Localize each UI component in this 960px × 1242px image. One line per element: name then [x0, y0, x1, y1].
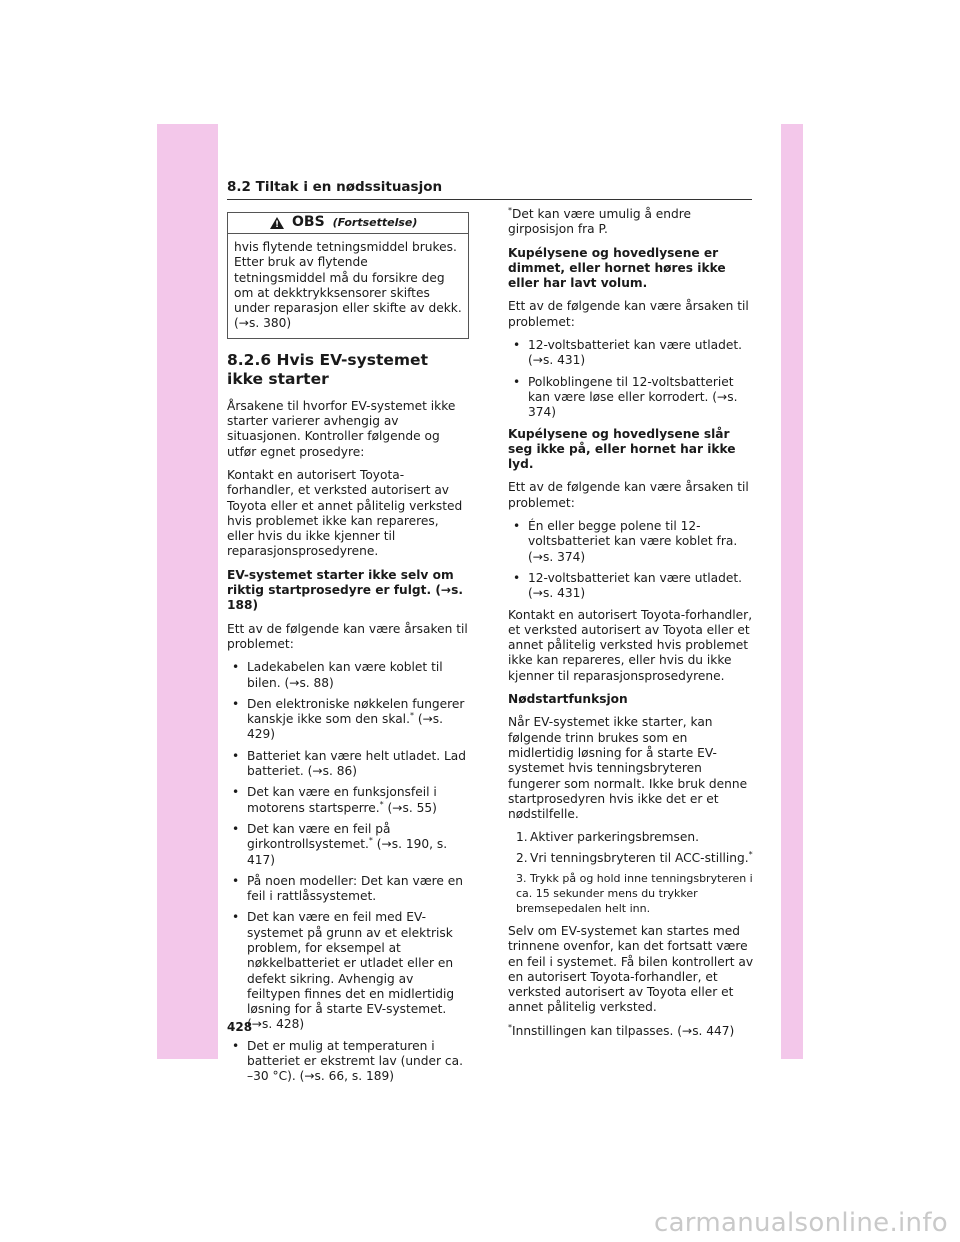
cause-list-3: [508, 519, 754, 601]
chapter-header: 8.2 Tiltak i en nødssituasjon: [227, 179, 443, 195]
warning-icon: [270, 217, 284, 229]
subheading-emergency-start: Nødstartfunksjon: [508, 692, 628, 707]
footnote-customization: *Innstillingen kan tilpasses. (→s. 447): [508, 1022, 735, 1038]
footnote-shift: *Det kan være umulig å endre girposisjon fra P.: [508, 205, 691, 237]
list-item: • Ladekabelen kan være koblet til bilen. (→s. 88): [227, 660, 469, 691]
section-tab-right: [781, 124, 803, 1059]
list-item: • Det kan være en feil med EV-systemet på grunn av et elektrisk problem, for eksempel at nøkkelbatteriet er utladet eller en defekt sikring. Avhengig av feiltypen finnes det en midlertidig løsning for å starte EV-systemet. (→s. 428): [227, 910, 469, 1032]
header-divider: [227, 199, 752, 200]
left-column: [227, 212, 469, 1091]
list-item: • Batteriet kan være helt utladet. Lad batteriet. (→s. 86): [227, 749, 469, 780]
page-number: 428: [227, 1020, 253, 1034]
section-title: 8.2.6 Hvis EV-systemet ikke starter: [227, 350, 428, 388]
step-item: 2. Vri tenningsbryteren til ACC-stilling.*: [516, 849, 753, 865]
subheading-dimmed-lights: Kupélysene og hovedlysene er dimmet, eller hornet høres ikke eller har lavt volum.: [508, 245, 726, 291]
list-item: • På noen modeller: Det kan være en feil i rattlåssystemet.: [227, 874, 469, 905]
cause-intro-2: Ett av de følgende kan være årsaken til problemet:: [508, 299, 749, 329]
intro-paragraph: Årsakene til hvorfor EV-systemet ikke starter varierer avhengig av situasjonen. Kontroller følgende og utfør egnet prosedyre:: [227, 398, 456, 459]
subheading-no-lights: Kupélysene og hovedlysene slår seg ikke på, eller hornet har ikke lyd.: [508, 426, 736, 472]
cause-intro-3: Ett av de følgende kan være årsaken til problemet:: [508, 480, 749, 510]
list-item: • 12-voltsbatteriet kan være utladet. (→s. 431): [508, 571, 754, 602]
obs-body: hvis flytende tetningsmiddel brukes. Etter bruk av flytende tetningsmiddel må du forsikre deg om at dekktrykksensorer skiftes under reparasjon eller skifte av dekk. (→s. 380): [234, 240, 462, 331]
right-column: [508, 207, 754, 1047]
contact-paragraph-2: Kontakt en autorisert Toyota-forhandler, et verksted autorisert av Toyota eller et annet pålitelig verksted hvis problemet ikke kan repareres, eller hvis du ikke kjenner til reparasjonsprosedyrene.: [508, 607, 753, 683]
emergency-steps: [516, 830, 754, 916]
list-item: • Det er mulig at temperaturen i batteriet er ekstremt lav (under ca. –30 °C). (→s. 66, s. 189): [227, 1039, 469, 1085]
contact-paragraph: Kontakt en autorisert Toyota-forhandler, et verksted autorisert av Toyota eller et annet pålitelig verksted hvis problemet ikke kan repareres, eller hvis du ikke kjenner til reparasjonsprosedyrene.: [227, 467, 463, 559]
obs-continued: (Fortsettelse): [332, 216, 418, 230]
obs-notice-box: [227, 212, 469, 339]
cause-list-2: [508, 338, 754, 420]
after-steps-paragraph: Selv om EV-systemet kan startes med trinnene ovenfor, kan det fortsatt være en feil i systemet. Få bilen kontrollert av en autorisert Toyota-forhandler, et verksted autorisert av Toyota eller et annet pålitelig verksted.: [508, 923, 754, 1015]
list-item: • Det kan være en feil på girkontrollsystemet.* (→s. 190, s. 417): [227, 822, 469, 868]
cause-intro: Ett av de følgende kan være årsaken til problemet:: [227, 621, 468, 651]
step-item: 1. Aktiver parkeringsbremsen.: [516, 830, 699, 845]
list-item: • Polkoblingene til 12-voltsbatteriet kan være løse eller korrodert. (→s. 374): [508, 375, 754, 421]
section-tab-left: [157, 124, 218, 1059]
obs-header: [228, 213, 468, 234]
list-item: • Én eller begge polene til 12-voltsbatteriet kan være koblet fra. (→s. 374): [508, 519, 754, 565]
step-item: 3. Trykk på og hold inne tenningsbryteren i ca. 15 sekunder mens du trykker bremsepedalen helt inn.: [516, 871, 753, 915]
list-item: • 12-voltsbatteriet kan være utladet. (→s. 431): [508, 338, 754, 369]
list-item: • Den elektroniske nøkkelen fungerer kanskje ikke som den skal.* (→s. 429): [227, 697, 469, 743]
cause-list: [227, 660, 469, 1084]
watermark: carmanualsonline.info: [653, 1208, 948, 1238]
emergency-intro: Når EV-systemet ikke starter, kan følgende trinn brukes som en midlertidig løsning for å starte EV-systemet hvis tenningsbryteren fungerer som normalt. Ikke bruk denne startprosedyren hvis ikke det er et nødstilfelle.: [508, 715, 748, 822]
subheading-ev-not-starting: EV-systemet starter ikke selv om riktig startprosedyre er fulgt. (→s. 188): [227, 567, 463, 613]
obs-label: OBS: [292, 214, 325, 231]
list-item: • Det kan være en funksjonsfeil i motorens startsperre.* (→s. 55): [227, 785, 469, 816]
